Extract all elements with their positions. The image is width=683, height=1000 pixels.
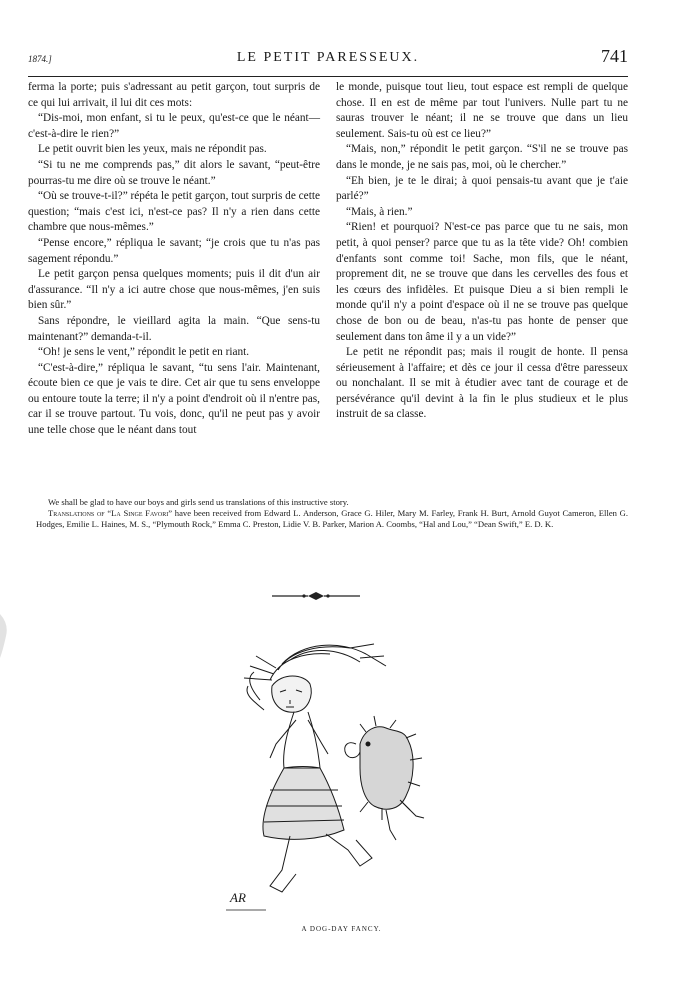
- paragraph: “Si tu ne me comprends pas,” dit alors le savant, “peut-être pourras-tu me dire où se trouve le néant.”: [28, 158, 320, 187]
- paragraph: “Mais, à rien.”: [346, 205, 413, 218]
- paragraph: “Rien! et pourquoi? N'est-ce pas parce que tu ne sais, mon petit, à quoi penser? parce que tu as la tête vide? Oh! combien d'enfants sont comme toi! Sache, mon fils, que le néant, proprement dit, ne se trouve que dans les cervelles des fous et les cœurs des infidèles. Et puisque Dieu a si bien rempli le monde qu'il n'y a point d'espace où il ne se trouve pas quelque chose de bon ou de beau, n'as-tu pas honte de penser que seulement dans ton âme il y a un vide?”: [336, 221, 628, 343]
- paragraph: “Dis-moi, mon enfant, si tu le peux, qu'est-ce que le néant—c'est-à-dire le rien?”: [28, 112, 320, 140]
- note-line: [36, 508, 628, 530]
- left-column: [28, 80, 320, 439]
- header-date: 1874.]: [28, 54, 52, 64]
- paragraph: “Où se trouve-t-il?” répéta le petit garçon, tout surpris de cette question; “mais c'est ici, n'est-ce pas? Il n'y a rien dans cette chambre que nous-mêmes.”: [28, 190, 320, 234]
- page-number: 741: [601, 46, 628, 66]
- paragraph: Le petit garçon pensa quelques moments; puis il dit d'un air d'assurance. “Il n'y a ici autre chose que nous-mêmes, j'en suis bien sûr.”: [28, 268, 320, 312]
- paragraph: Le petit ne répondit pas; mais il rougit de honte. Il pensa sérieusement à l'affaire; et dès ce jour il cessa d'être paresseux ou nonchalant. Il se mit à étudier avec tant de courage et de persévérance qu'il devint à la fin le plus studieux et le plus instruit de sa classe.: [336, 346, 628, 421]
- translations-note: [36, 497, 628, 531]
- header-rule: [28, 76, 628, 77]
- paragraph: “Eh bien, je te le dirai; à quoi pensais-tu avant que je t'aie parlé?”: [336, 174, 628, 203]
- paragraph: ferma la porte; puis s'adressant au petit garçon, tout surpris de ce qui lui arrivait, il lui dit ces mots:: [28, 81, 320, 109]
- paragraph: “Pense encore,” répliqua le savant; “je crois que tu n'as pas sagement répondu.”: [28, 236, 320, 265]
- ornament-divider: [270, 590, 362, 602]
- paragraph: Sans répondre, le vieillard agita la main. “Que sens-tu maintenant?” demanda-t-il.: [28, 314, 320, 343]
- note-prefix: Translations of “La Singe Favori”: [48, 508, 175, 519]
- paragraph: “Mais, non,” répondit le petit garçon. “S'il ne se trouve pas dans le monde, je ne sais pas, moi, où le chercher.”: [336, 143, 628, 171]
- page-edge-stain: [0, 610, 12, 662]
- illustration-caption: A DOG-DAY FANCY.: [301, 925, 382, 933]
- article-body: [28, 80, 628, 494]
- paragraph: le monde, puisque tout lieu, tout espace est rempli de quelque chose. Il en est de même par tout l'univers. Nulle part tu ne sauras trouver le néant; il ne se trouve que dans un lieu seulement. Sais-tu où est ce lieu?”: [336, 81, 628, 140]
- note-line: We shall be glad to have our boys and girls send us translations of this instructive story.: [48, 497, 349, 507]
- running-header: [28, 44, 628, 74]
- paragraph: “C'est-à-dire,” répliqua le savant, “tu sens l'air. Maintenant, écoute bien ce que je vais te dire. Cet air que tu sens enveloppe ou entoure toute la terre; il n'y a point d'endroit où il n'entre pas, car il se trouve partout. Tu vois, donc, qu'il ne peut pas y avoir une telle chose que le néant dans tout: [28, 361, 320, 437]
- artist-monogram: AR: [230, 890, 246, 905]
- note-names: have been received from Edward L. Anderson, Grace G. Hiler, Mary M. Farley, Frank H. Burt, Arnold Guyot Cameron, Ellen G. Hodges, Emilie L. Haines, M. S., “Plymouth Rock,” Emma C. Preston, Lidie V. B. Parker, Marion A. Coombs, “Hal and Lou,” “Dean Swift,” E. D. K.: [36, 508, 629, 530]
- paragraph: Le petit ouvrit bien les yeux, mais ne répondit pas.: [38, 143, 267, 156]
- header-title: LE PETIT PARESSEUX.: [236, 50, 420, 65]
- right-column: [336, 80, 628, 423]
- paragraph: “Oh! je sens le vent,” répondit le petit en riant.: [38, 346, 250, 359]
- dog-day-illustration: [210, 640, 460, 922]
